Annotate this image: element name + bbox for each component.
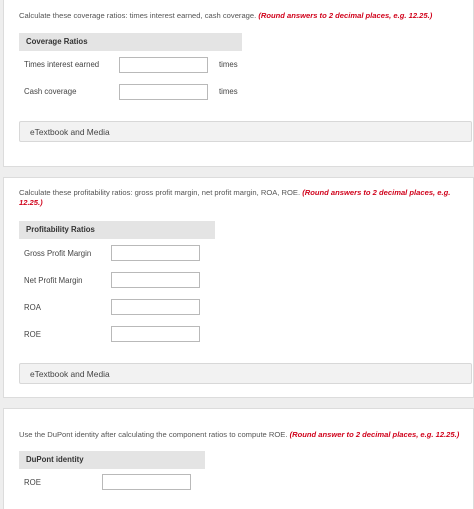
dupont-roe-label: ROE [24, 478, 41, 487]
dupont-instruction-text: Use the DuPont identity after calculating the component ratios to compute ROE. [19, 430, 288, 439]
cash-coverage-label: Cash coverage [24, 87, 77, 96]
dupont-instruction [19, 430, 461, 440]
net-profit-margin-input[interactable] [111, 272, 200, 288]
dupont-roe-input[interactable] [102, 474, 191, 490]
profitability-instruction [19, 188, 461, 208]
roe-label: ROE [24, 330, 41, 339]
times-interest-earned-unit: times [219, 60, 238, 69]
times-interest-earned-input[interactable] [119, 57, 208, 73]
roa-label: ROA [24, 303, 41, 312]
coverage-instruction [19, 11, 461, 21]
profitability-panel [3, 177, 474, 398]
profitability-instruction-text: Calculate these profitability ratios: gross profit margin, net profit margin, ROA, ROE. [19, 188, 301, 197]
etextbook-media-button-coverage[interactable]: eTextbook and Media [19, 121, 472, 142]
coverage-instruction-text: Calculate these coverage ratios: times interest earned, cash coverage. [19, 11, 257, 20]
dupont-rounding-note: (Round answer to 2 decimal places, e.g. 12.25.) [289, 430, 460, 439]
gross-profit-margin-label: Gross Profit Margin [24, 249, 92, 258]
cash-coverage-unit: times [219, 87, 238, 96]
coverage-rounding-note: (Round answers to 2 decimal places, e.g. 12.25.) [258, 11, 433, 20]
roa-input[interactable] [111, 299, 200, 315]
cash-coverage-input[interactable] [119, 84, 208, 100]
coverage-ratios-header: Coverage Ratios [19, 33, 242, 51]
times-interest-earned-label: Times interest earned [24, 60, 100, 69]
profitability-rounding-note: (Round answers to 2 decimal places, e.g. 12.25.) [19, 188, 451, 207]
net-profit-margin-label: Net Profit Margin [24, 276, 83, 285]
roe-input[interactable] [111, 326, 200, 342]
coverage-panel [3, 0, 474, 167]
etextbook-media-button-profitability[interactable]: eTextbook and Media [19, 363, 472, 384]
dupont-panel [3, 408, 474, 509]
dupont-identity-header: DuPont identity [19, 451, 205, 469]
profitability-ratios-header: Profitability Ratios [19, 221, 215, 239]
gross-profit-margin-input[interactable] [111, 245, 200, 261]
